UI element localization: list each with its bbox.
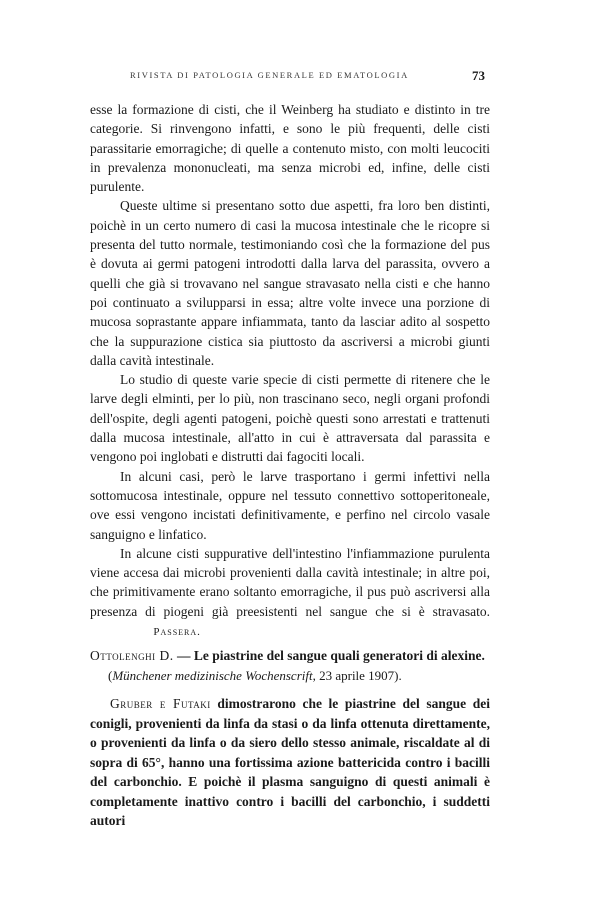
review-author: Ottolenghi D. xyxy=(90,648,174,663)
review-journal: Münchener medizinische Wochenscrift xyxy=(112,667,313,683)
paragraph-5-block xyxy=(90,544,490,642)
review-body-text: dimostrarono che le piastrine del sangue dei conigli, provenienti da linfa da stasi o da linfa ottenuta direttamente, o provenienti da linfa o da siero dello stesso animale, riscaldate al di sopra di 65°, hanno una fortissima azione battericida contro i bacilli del carbonchio. E poichè il plasma sanguigno di questi animali è completamente inattivo contro i bacilli del carbonchio, i suddetti autori xyxy=(90,696,490,828)
review-entry xyxy=(90,646,490,844)
review-source: (Münchener medizinische Wochenscrift, 23 aprile 1907). xyxy=(108,667,402,683)
paragraph-4: In alcuni casi, però le larve trasportano i germi infettivi nella sottomucosa intestinale, oppure nel tessuto connettivo sottoperitoneale, ove essi vengono incistati definitivamente, e perfino nel circolo vasale sanguigno e linfatico. xyxy=(90,468,490,542)
review-date: , 23 aprile 1907). xyxy=(312,667,402,683)
paragraph-1: esse la formazione di cisti, che il Weinberg ha studiato e distinto in tre categorie. Si rinvengono infatti, e sono le più frequenti, delle cisti parassitarie emorragiche; di quelle a contenuto misto, con molti leucociti in prevalenza mononucleati, ma senza microbi ed, infine, delle cisti purulente. xyxy=(90,102,490,195)
paragraph-2: Queste ultime si presentano sotto due aspetti, fra loro ben distinti, poichè in un certo numero di casi la mucosa intestinale che le ricopre si presenta del tutto normale, testimoniando così che la formazione del pus è dovuta ai germi patogeni introdotti dalla larva del parassita, ovvero a quelli che già si trovavano nel sangue stravasato nella cisti e che hanno poi continuato a svilupparsi in essa; altre volte invece una porzione di mucosa soprastante appare infiammata, tanto da lasciar adito al sospetto che la suppurazione cistica sia piuttosto da ascriversi a microbi giunti dalla cavità intestinale. xyxy=(90,198,490,368)
author-signature: Passera. xyxy=(153,626,201,639)
paragraph-5-text: In alcune cisti suppurative dell'intestino l'infiammazione purulenta viene accesa dai microbi provenienti dalla cavità intestinale; in altre poi, che primitivamente erano soltanto emorragiche, il pus può ascriversi alla presenza di piogeni già preesistenti nel sangue che si è stravasato. xyxy=(90,545,490,619)
article-continuation xyxy=(90,100,490,642)
review-body xyxy=(90,694,490,831)
running-head: RIVISTA DI PATOLOGIA GENERALE ED EMATOLOGIA xyxy=(130,70,409,80)
review-title: — Le piastrine del sangue quali generatori di alexine. xyxy=(176,648,485,663)
review-body-authors: Gruber e Futaki xyxy=(110,696,211,711)
review-heading xyxy=(90,646,490,666)
paragraph-3: Lo studio di queste varie specie di cisti permette di ritenere che le larve degli elminti, per lo più, non trascinano seco, negli organi profondi dell'ospite, degli agenti patogeni, poichè questi sono arrestati e trattenuti dalla mucosa intestinale, all'atto in cui è attraversata dal parassita e vengono poi inglobati e distrutti dai fagociti locali. xyxy=(90,372,490,465)
page-number: 73 xyxy=(472,68,485,83)
paragraph-5 xyxy=(90,544,490,642)
